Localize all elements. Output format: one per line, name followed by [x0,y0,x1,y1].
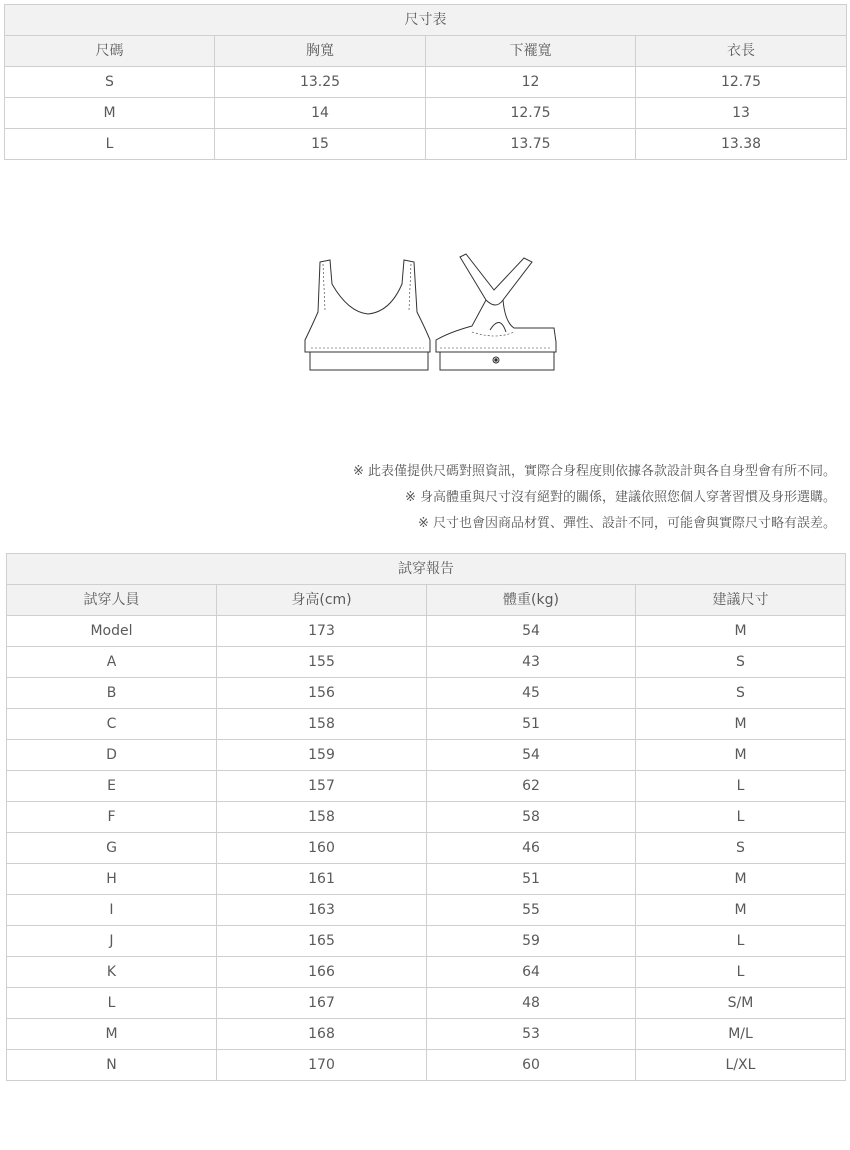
height-cell: 160 [217,833,427,864]
height-cell: 170 [217,1050,427,1081]
height-cell: 155 [217,647,427,678]
height-cell: 166 [217,957,427,988]
table-row [7,926,846,957]
tester-cell: F [7,802,217,833]
table-row [5,67,847,98]
hem-cell: 13.75 [426,129,636,160]
weight-cell: 54 [427,740,636,771]
weight-cell: 53 [427,1019,636,1050]
tester-cell: A [7,647,217,678]
height-cell: 156 [217,678,427,709]
note-line: ※ 身高體重與尺寸沒有絕對的關係，建議依照您個人穿著習慣及身形選購。 [404,490,836,505]
tester-cell: J [7,926,217,957]
weight-cell: 64 [427,957,636,988]
height-cell: 158 [217,709,427,740]
weight-cell: 62 [427,771,636,802]
table-row [7,1050,846,1081]
length-cell: 12.75 [636,67,847,98]
size-cell: S [5,67,215,98]
size-header-chest: 胸寬 [215,36,426,67]
height-cell: 173 [217,616,427,647]
height-cell: 159 [217,740,427,771]
tester-cell: M [7,1019,217,1050]
trial-header-weight: 體重(kg) [427,585,636,616]
weight-cell: 48 [427,988,636,1019]
recommended-size-cell: M/L [636,1019,846,1050]
trial-header-tester: 試穿人員 [7,585,217,616]
sports-bra-sketch-icon [300,252,562,376]
table-row [7,771,846,802]
tester-cell: D [7,740,217,771]
recommended-size-cell: M [636,709,846,740]
tester-cell: G [7,833,217,864]
weight-cell: 51 [427,864,636,895]
tester-cell: Model [7,616,217,647]
length-cell: 13 [636,98,847,129]
height-cell: 158 [217,802,427,833]
note-line: ※ 尺寸也會因商品材質、彈性、設計不同，可能會與實際尺寸略有誤差。 [417,516,836,531]
weight-cell: 58 [427,802,636,833]
tester-cell: I [7,895,217,926]
table-row [7,740,846,771]
size-chart-title: 尺寸表 [5,5,847,36]
recommended-size-cell: M [636,740,846,771]
height-cell: 167 [217,988,427,1019]
tester-cell: N [7,1050,217,1081]
weight-cell: 43 [427,647,636,678]
tester-cell: H [7,864,217,895]
fitting-report-table [6,553,846,1081]
length-cell: 13.38 [636,129,847,160]
chest-cell: 13.25 [215,67,426,98]
recommended-size-cell: L [636,926,846,957]
chest-cell: 15 [215,129,426,160]
table-row [7,833,846,864]
tester-cell: L [7,988,217,1019]
table-row [5,129,847,160]
tester-cell: B [7,678,217,709]
table-row [5,98,847,129]
table-row [7,616,846,647]
recommended-size-cell: L [636,802,846,833]
height-cell: 165 [217,926,427,957]
table-row [7,895,846,926]
chest-cell: 14 [215,98,426,129]
height-cell: 168 [217,1019,427,1050]
table-row [7,957,846,988]
recommended-size-cell: L [636,771,846,802]
height-cell: 157 [217,771,427,802]
recommended-size-cell: S [636,833,846,864]
weight-cell: 54 [427,616,636,647]
tester-cell: C [7,709,217,740]
tester-cell: E [7,771,217,802]
hem-cell: 12 [426,67,636,98]
size-chart-table [4,4,847,160]
trial-header-height: 身高(cm) [217,585,427,616]
recommended-size-cell: L/XL [636,1050,846,1081]
weight-cell: 60 [427,1050,636,1081]
recommended-size-cell: L [636,957,846,988]
height-cell: 163 [217,895,427,926]
size-cell: L [5,129,215,160]
table-row [7,864,846,895]
trial-header-recommended-size: 建議尺寸 [636,585,846,616]
size-cell: M [5,98,215,129]
fitting-report-title: 試穿報告 [7,554,846,585]
table-row [7,678,846,709]
table-row [7,709,846,740]
recommended-size-cell: M [636,864,846,895]
recommended-size-cell: S [636,678,846,709]
recommended-size-cell: M [636,895,846,926]
table-row [7,988,846,1019]
note-line: ※ 此表僅提供尺碼對照資訊，實際合身程度則依據各款設計與各自身型會有所不同。 [352,464,836,479]
recommended-size-cell: S/M [636,988,846,1019]
weight-cell: 46 [427,833,636,864]
table-row [7,647,846,678]
weight-cell: 51 [427,709,636,740]
hem-cell: 12.75 [426,98,636,129]
size-header-length: 衣長 [636,36,847,67]
size-notes [353,459,836,537]
weight-cell: 59 [427,926,636,957]
recommended-size-cell: M [636,616,846,647]
table-row [7,1019,846,1050]
height-cell: 161 [217,864,427,895]
table-row [7,802,846,833]
size-header-hem: 下襬寬 [426,36,636,67]
tester-cell: K [7,957,217,988]
recommended-size-cell: S [636,647,846,678]
weight-cell: 55 [427,895,636,926]
size-header-size: 尺碼 [5,36,215,67]
weight-cell: 45 [427,678,636,709]
